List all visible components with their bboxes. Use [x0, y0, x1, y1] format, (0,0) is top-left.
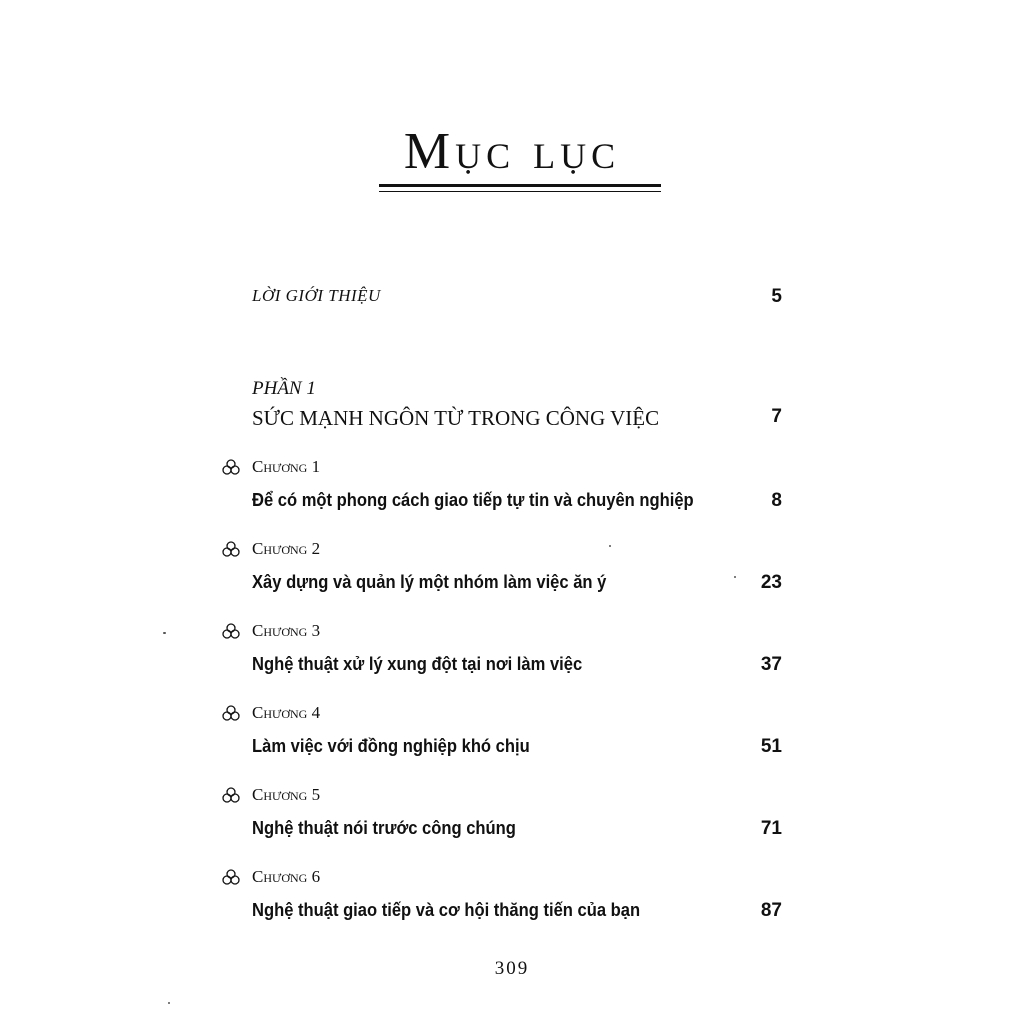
chapter-title: Nghệ thuật giao tiếp và cơ hội thăng tiến của bạn — [252, 900, 641, 920]
toc-entry-chapter-3[interactable] — [252, 654, 782, 684]
chapter-label: Chương 6 — [252, 867, 321, 886]
toc-entry-chapter-4[interactable] — [252, 736, 782, 766]
chapter-label: Chương 1 — [252, 457, 321, 476]
chapter-label: Chương 5 — [252, 785, 321, 804]
chapter-label: Chương 3 — [252, 621, 321, 640]
title-underline-thin — [379, 191, 661, 192]
trefoil-icon — [222, 869, 240, 885]
toc-entry-chapter-1[interactable] — [252, 490, 782, 520]
page-title: Mục lục — [403, 123, 621, 180]
scan-speck — [163, 632, 166, 634]
toc-page-number: 51 — [760, 736, 782, 757]
trefoil-icon — [222, 787, 240, 803]
part-label: PHẦN 1 — [252, 378, 316, 399]
toc-page-number: 71 — [760, 818, 782, 839]
scan-speck — [609, 545, 611, 547]
trefoil-icon — [222, 705, 240, 721]
chapter-title: Làm việc với đồng nghiệp khó chịu — [252, 736, 530, 756]
page-number: 309 — [494, 958, 530, 979]
toc-entry-chapter-2[interactable] — [252, 572, 782, 602]
chapter-title: Xây dựng và quản lý một nhóm làm việc ăn ý — [252, 572, 607, 592]
toc-entry-chapter-6[interactable] — [252, 900, 782, 930]
scan-speck — [168, 1002, 170, 1004]
title-underline-thick — [379, 184, 661, 187]
toc-entry-chapter-5[interactable] — [252, 818, 782, 848]
trefoil-icon — [222, 541, 240, 557]
toc-page-number: 23 — [760, 572, 782, 593]
part-title: SỨC MẠNH NGÔN TỪ TRONG CÔNG VIỆC — [252, 406, 660, 430]
trefoil-icon — [222, 623, 240, 639]
toc-entry-label: LỜI GIỚI THIỆU — [252, 286, 381, 305]
toc-page-number: 87 — [760, 900, 782, 921]
chapter-title: Nghệ thuật nói trước công chúng — [252, 818, 516, 838]
toc-page-number: 7 — [771, 406, 782, 427]
chapter-title: Để có một phong cách giao tiếp tự tin và chuyên nghiệp — [252, 490, 694, 510]
chapter-label: Chương 4 — [252, 703, 321, 722]
toc-page-number: 8 — [771, 490, 782, 511]
toc-page-number: 5 — [771, 286, 782, 307]
trefoil-icon — [222, 459, 240, 475]
toc-entry-intro[interactable] — [252, 286, 782, 316]
chapter-title: Nghệ thuật xử lý xung đột tại nơi làm việc — [252, 654, 583, 674]
toc-entry-part-1[interactable] — [252, 406, 782, 436]
chapter-label: Chương 2 — [252, 539, 321, 558]
toc-page-number: 37 — [760, 654, 782, 675]
scan-speck — [734, 576, 736, 578]
